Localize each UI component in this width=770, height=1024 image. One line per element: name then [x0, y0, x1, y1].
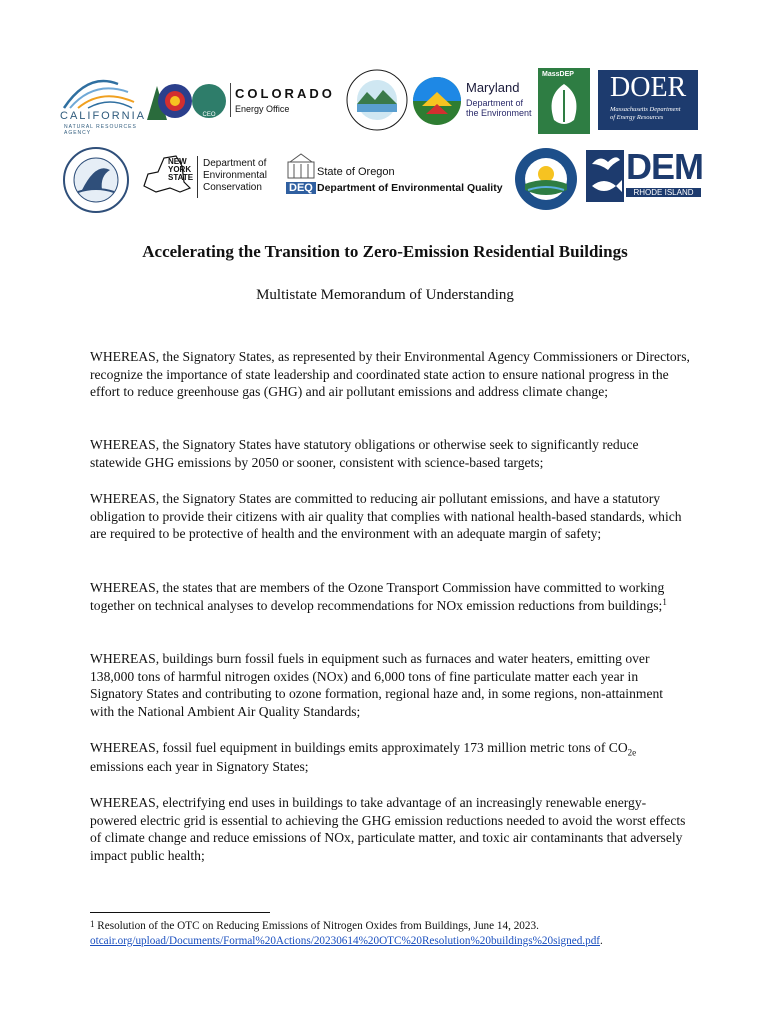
doer-logo-sub: Massachusetts Department of Energy Resources — [610, 106, 681, 121]
whereas-paragraph-7: WHEREAS, electrifying end uses in buildings to take advantage of an increasingly renewable energy-powered electric grid is essential to achieving the GHG emission reductions needed to avoid the worst effects of climate change and reduce emissions of NOx, particulate matter, and toxic air contaminants that adversely impact public health; — [90, 795, 686, 863]
doer-logo — [598, 70, 698, 130]
whereas-paragraph-1: WHEREAS, the Signatory States, as represented by their Environmental Agency Commissioners or Directors, recognize the importance of state leadership and coordinated state action to ensure national progress in the effort to reduce greenhouse gas (GHG) and air pollutant emissions and address climate change; — [90, 349, 690, 399]
maine-dep-seal-logo — [345, 66, 409, 134]
california-arcs-icon — [58, 70, 140, 112]
footnote-marker: 1 — [90, 919, 95, 929]
colorado-logo-name: COLORADO — [235, 86, 335, 101]
california-natural-resources-logo — [58, 70, 147, 136]
colorado-badge-text: CEO — [202, 112, 216, 118]
rhode-island-seal-icon — [514, 146, 578, 212]
california-logo-sub: NATURAL RESOURCES AGENCY — [64, 124, 137, 136]
colorado-logo-sub: Energy Office — [235, 104, 290, 114]
maryland-logo-sub: Department of the Environment — [466, 98, 532, 118]
footnote-ref-1[interactable]: 1 — [662, 596, 667, 607]
oregon-building-icon — [286, 152, 316, 180]
massdep-logo — [538, 68, 590, 134]
paragraph-6-text-a: WHEREAS, fossil fuel equipment in buildings emits approximately 173 million metric tons of CO — [90, 740, 628, 755]
whereas-paragraph-5: WHEREAS, buildings burn fossil fuels in equipment such as furnaces and water heaters, emitting over 138,000 tons of harmful nitrogen oxides (NOx) and 6,000 tons of fine particulate matter each year in Signatory States and contributing to ozone formation, regional haze and, in some regions, non-attainment with the National Ambient Air Quality Standards; — [90, 651, 664, 719]
rhode-island-oer-seal-logo — [514, 146, 578, 212]
document-subtitle: Multistate Memorandum of Understanding — [256, 287, 514, 303]
california-logo-name: CALIFORNIA — [60, 110, 147, 122]
maryland-mde-logo — [412, 74, 534, 128]
colorado-energy-office-logo — [145, 80, 340, 122]
footnote-text: Resolution of the OTC on Reducing Emissions of Nitrogen Oxides from Buildings, June 14, 2023. — [94, 920, 539, 932]
ri-dem-logo — [586, 146, 703, 202]
whereas-paragraph-2: WHEREAS, the Signatory States have statutory obligations or otherwise seek to significantly reduce statewide GHG emissions by 2050 or sooner, consistent with science-based targets; — [90, 437, 639, 470]
paragraph-4-text: WHEREAS, the states that are members of the Ozone Transport Commission have committed to working together on technical analyses to develop recommendations for NOx emission reductions from buildings; — [90, 580, 665, 613]
massdep-logo-name: MassDEP — [542, 71, 574, 78]
whereas-paragraph-6 — [90, 739, 690, 775]
oregon-deq-badge: DEQ — [286, 182, 316, 194]
new-jersey-dep-seal-logo — [62, 146, 130, 214]
doer-logo-name: DOER — [610, 72, 687, 103]
fish-bird-icon — [586, 150, 624, 202]
document-title: Accelerating the Transition to Zero-Emission Residential Buildings — [142, 242, 628, 261]
oregon-logo-line1: State of Oregon — [317, 166, 395, 178]
new-york-state-wordmark: NEW YORK STATE — [168, 157, 194, 182]
dem-logo-sub: RHODE ISLAND — [626, 188, 701, 197]
whereas-paragraph-4 — [90, 579, 690, 614]
new-jersey-seal-icon — [62, 146, 130, 214]
footnote-link[interactable]: otcair.org/upload/Documents/Formal%20Actions/20230614%20OTC%20Resolution%20buildings%20signed.pdf — [90, 935, 601, 947]
maryland-logo-name: Maryland — [466, 80, 520, 95]
dem-logo-name: DEM — [626, 146, 703, 187]
footnote-1: $^1$ Resolution of the OTC on Reducing Emissions of Nitrogen Oxides from Buildings, June 14, 2023. otcair.org/upload/Documents/Formal%20Actions/20230614%20OTC%20Resolution%20buildings%20signed.pdf. — [90, 919, 603, 947]
footnote-divider — [90, 912, 270, 913]
oregon-deq-logo — [285, 152, 511, 200]
paragraph-6-text-b: emissions each year in Signatory States; — [90, 758, 309, 774]
nys-dec-logo — [140, 152, 282, 204]
maryland-circle-icon — [412, 76, 462, 126]
maine-seal-icon — [345, 66, 409, 134]
colorado-emblem-icon — [145, 80, 229, 122]
massdep-leaf-icon — [544, 82, 584, 128]
nys-dec-name: Department of Environmental Conservation — [203, 158, 267, 193]
whereas-paragraph-3: WHEREAS, the Signatory States are committed to reducing air pollutant emissions, and have a statutory obligation to provide their citizens with air quality that complies with national health-based standards, which are required to be protective of health and the environment with an adequate margin of safety; — [90, 491, 682, 541]
oregon-logo-line2: Department of Environmental Quality — [317, 182, 503, 194]
co2e-subscript: 2e — [627, 747, 637, 758]
